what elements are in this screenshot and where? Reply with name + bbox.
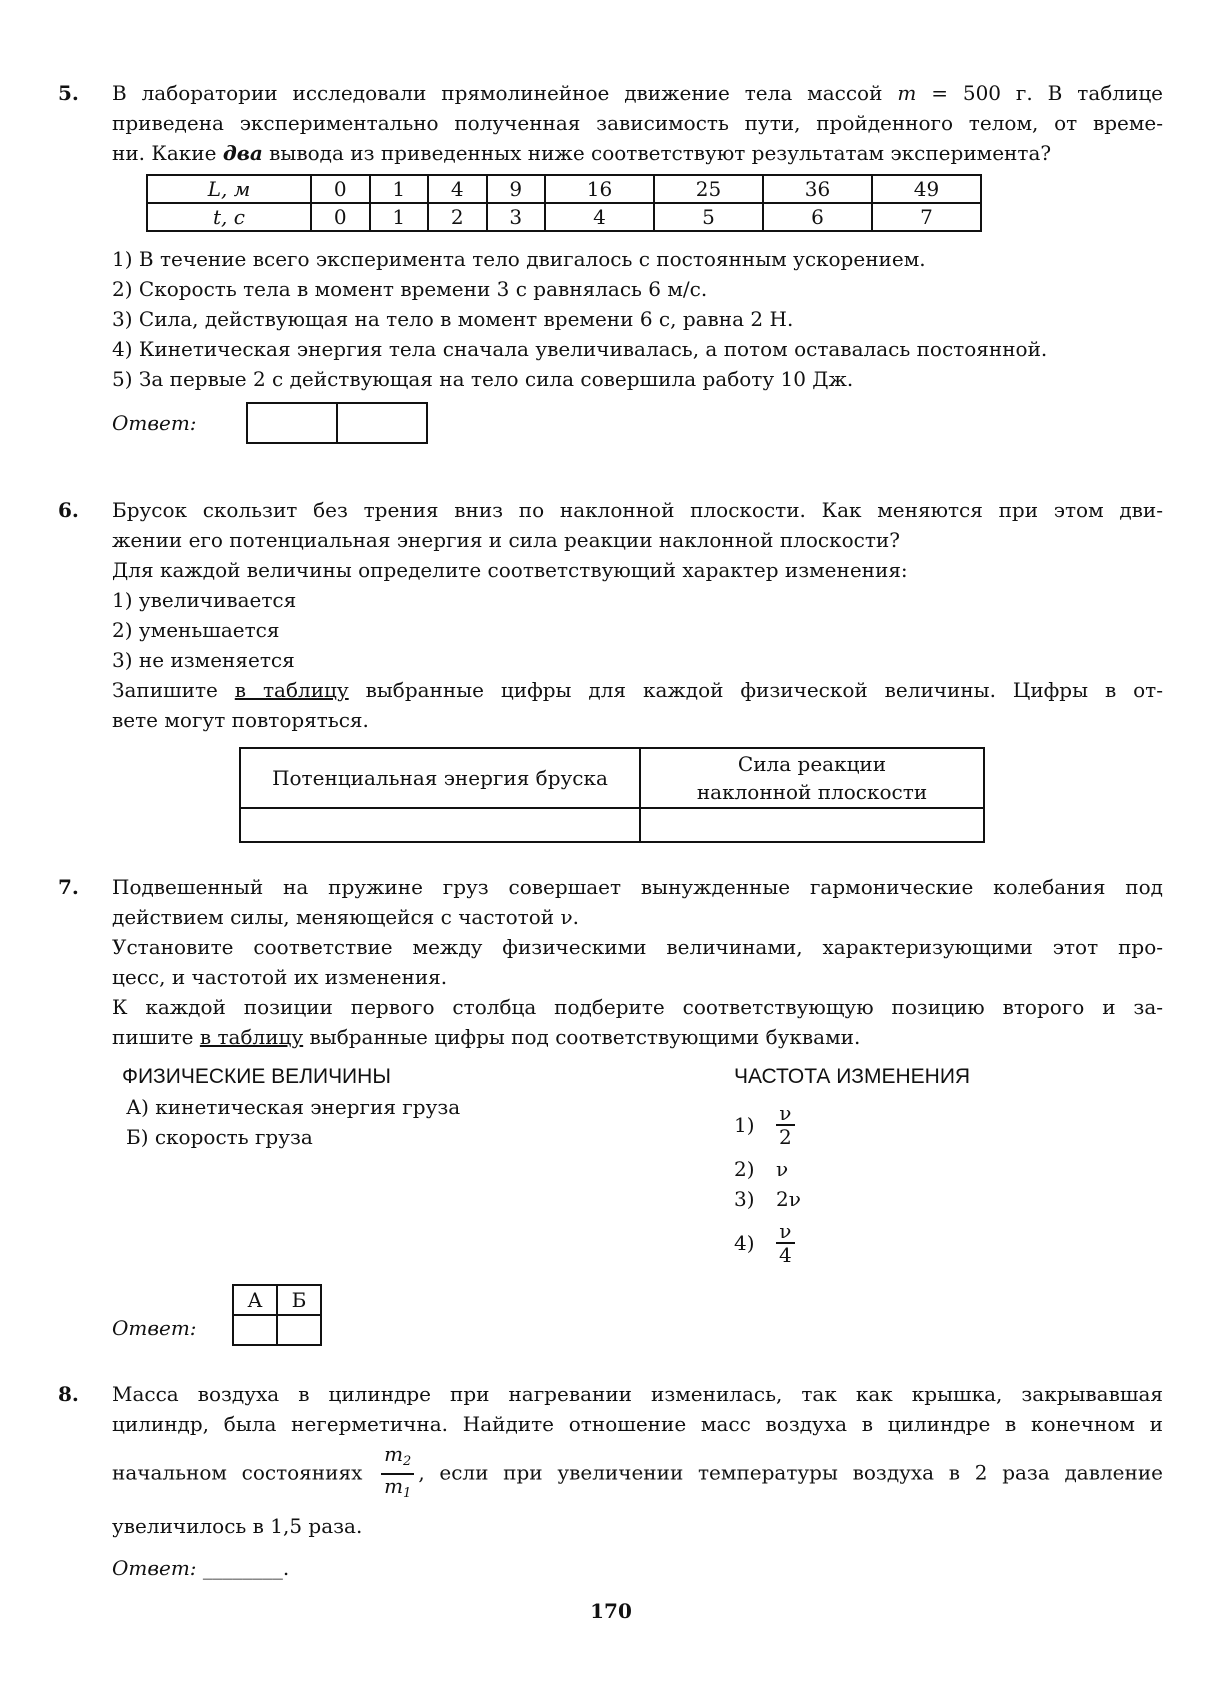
answer-cell-1[interactable] xyxy=(240,808,640,842)
table-header-row xyxy=(240,748,984,808)
instruction: Запишите в таблицу выбранные цифры для каждой физической величины. Цифры в от- вете могут повторяться. xyxy=(112,678,1164,732)
col-header-b: Б xyxy=(277,1285,321,1315)
option-4: 4) Кинетическая энергия тела сначала увеличивалась, а потом оставалась постоянной. xyxy=(112,337,1048,361)
table-answer-row xyxy=(240,808,984,842)
task-text: Подвешенный на пружине груз совершает вынужденные гармонические колебания под действием силы, меняющейся с частотой ν. Установите соответствие между физическими величинами, характеризующими этот про- цесс, и частотой их изменения. К каждой позиции первого столбца подберите соответствующую позицию второго и за- пишите в таблицу выбранные цифры под соответствующими буквами. xyxy=(112,875,1163,1049)
option-3: 3) не изменяется xyxy=(112,648,295,672)
right-column xyxy=(734,1062,970,1092)
answer-row xyxy=(112,1284,1163,1346)
col-header-reaction-force: Сила реакции наклонной плоскости xyxy=(640,748,984,808)
mass-ratio-fraction: $\frac{m_2}{m_1}$ xyxy=(381,1443,414,1505)
option-2: 2) уменьшается xyxy=(112,618,280,642)
task-number: 7. xyxy=(58,875,79,899)
data-table xyxy=(146,174,982,232)
answer-options xyxy=(112,585,1163,675)
task-7 xyxy=(58,872,1163,1346)
answer-label: Ответ: xyxy=(112,411,197,435)
answer-label: Ответ: xyxy=(112,1556,197,1580)
left-header: ФИЗИЧЕСКИЕ ВЕЛИЧИНЫ xyxy=(122,1065,391,1088)
left-column xyxy=(122,1062,391,1092)
col-header-a: А xyxy=(233,1285,277,1315)
task-text: Масса воздуха в цилиндре при нагревании изменилась, так как крышка, закрывавшая цилиндр, была негерметична. Найдите отношение масс воздуха в цилиндре в конечном и начальном состояниях $\frac{m_2}{m_1}$ , если при увеличении температуры воздуха в 2 раза давление увеличилось в 1,5 раза. Ответ: ________. xyxy=(112,1379,1163,1583)
task-text: В лаборатории исследовали прямолинейное движение тела массой m = 500 г. В таблице приведена экспериментально полученная зависимость пути, пройденного телом, от време- ни. Какие два вывода из приведенных ниже соответствуют результатам эксперимента? xyxy=(112,81,1164,165)
answer-cell-a[interactable] xyxy=(233,1315,277,1345)
left-items xyxy=(126,1092,460,1152)
item-b: Б) скорость груза xyxy=(126,1125,313,1149)
right-item-1: 1) $\frac{\nu}{2}$ xyxy=(734,1096,801,1154)
right-item-2: 2) ν xyxy=(734,1157,789,1181)
option-1: 1) увеличивается xyxy=(112,588,297,612)
col-header-potential-energy: Потенциальная энергия бруска xyxy=(240,748,640,808)
right-items xyxy=(734,1096,801,1272)
right-item-4: 4) $\frac{\nu}{4}$ xyxy=(734,1214,801,1272)
task-number: 8. xyxy=(58,1382,79,1406)
task-text: Брусок скользит без трения вниз по наклонной плоскости. Как меняются при этом дви- жении его потенциальная энергия и сила реакции наклонной плоскости? Для каждой величины определите соответствующий характер изменения: xyxy=(112,498,1163,582)
option-3: 3) Сила, действующая на тело в момент времени 6 с, равна 2 Н. xyxy=(112,307,794,331)
option-5: 5) За первые 2 с действующая на тело сила совершила работу 10 Дж. xyxy=(112,367,854,391)
right-header: ЧАСТОТА ИЗМЕНЕНИЯ xyxy=(734,1065,971,1088)
answer-cell-2[interactable] xyxy=(640,808,984,842)
answer-row xyxy=(112,402,1163,444)
matching-columns xyxy=(58,1062,1163,1292)
right-item-3: 3) 2ν xyxy=(734,1187,801,1211)
answer-blank[interactable]: ________. xyxy=(202,1556,290,1580)
task-number: 5. xyxy=(58,81,79,105)
answer-table xyxy=(239,747,985,843)
answer-box xyxy=(246,402,428,444)
table-row: L, м 0 1 4 9 16 25 36 49 xyxy=(147,175,981,203)
task-number: 6. xyxy=(58,498,79,522)
task-6 xyxy=(58,495,1163,843)
task-8 xyxy=(58,1379,1163,1583)
answer-cell-2[interactable] xyxy=(337,403,427,443)
option-2: 2) Скорость тела в момент времени 3 с равнялась 6 м/с. xyxy=(112,277,708,301)
option-1: 1) В течение всего эксперимента тело двигалось с постоянным ускорением. xyxy=(112,247,926,271)
answer-cell-1[interactable] xyxy=(247,403,337,443)
answer-options xyxy=(112,244,1163,394)
item-a: А) кинетическая энергия груза xyxy=(126,1095,461,1119)
table-row: t, с 0 1 2 3 4 5 6 7 xyxy=(147,203,981,231)
answer-row xyxy=(112,1553,1163,1583)
answer-cell-b[interactable] xyxy=(277,1315,321,1345)
task-5 xyxy=(58,78,1163,444)
answer-box xyxy=(232,1284,322,1346)
answer-label: Ответ: xyxy=(112,1316,197,1340)
page-number: 170 xyxy=(590,1599,632,1623)
